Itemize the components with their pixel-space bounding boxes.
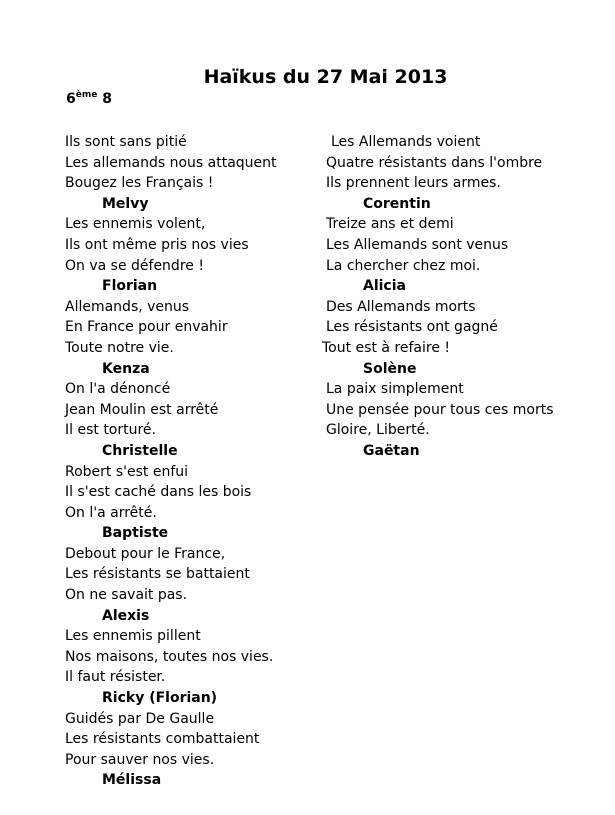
haiku-line: Il est torturé.: [65, 422, 156, 439]
left-haiku-column: [65, 132, 277, 791]
haiku-author: Baptiste: [102, 525, 169, 542]
haiku-author: Corentin: [363, 195, 431, 212]
right-haiku-column: [322, 132, 554, 462]
haiku-line: La paix simplement: [326, 381, 464, 398]
haiku-line: Jean Moulin est arrêté: [65, 401, 219, 418]
haiku-line: On l'a dénoncé: [65, 381, 171, 398]
haiku-line: Pour sauver nos vies.: [65, 751, 215, 768]
haiku-line: Allemands, venus: [65, 298, 190, 315]
haiku-line: Des Allemands morts: [326, 298, 476, 315]
haiku-line: On l'a arrêté.: [65, 504, 157, 521]
haiku-line: Bougez les Français !: [65, 175, 214, 192]
haiku-line: La chercher chez moi.: [326, 257, 481, 274]
haiku-author: Ricky (Florian): [102, 690, 218, 707]
class-label: [66, 90, 112, 107]
haiku-author: Christelle: [102, 442, 178, 459]
class-number: 6: [66, 91, 76, 107]
haiku-line: Les ennemis pillent: [65, 628, 201, 645]
class-superscript: ème: [75, 90, 98, 100]
haiku-line: Gloire, Liberté.: [326, 422, 430, 439]
haiku-line: On va se défendre !: [65, 257, 204, 274]
document-title: Haïkus du 27 Mai 2013: [203, 66, 448, 88]
haiku-line: Ils prennent leurs armes.: [326, 175, 501, 192]
haiku-line: Les allemands nous attaquent: [65, 154, 277, 171]
haiku-line: Une pensée pour tous ces morts: [326, 401, 554, 418]
haiku-author: Mélissa: [102, 772, 162, 789]
haiku-line: Toute notre vie.: [65, 339, 174, 356]
haiku-line: Debout pour le France,: [65, 545, 226, 562]
haiku-line: Il faut résister.: [65, 669, 166, 686]
haiku-line: En France pour envahir: [65, 319, 228, 336]
haiku-line: Il s'est caché dans les bois: [65, 484, 252, 501]
class-suffix: 8: [102, 91, 112, 107]
haiku-line: Les résistants combattaient: [65, 731, 260, 748]
haiku-author: Alexis: [102, 607, 150, 624]
haiku-line: Les ennemis volent,: [65, 216, 206, 233]
haiku-author: Solène: [363, 360, 417, 377]
haiku-author: Kenza: [102, 360, 150, 377]
haiku-author: Gaëtan: [363, 442, 420, 459]
haiku-line: Nos maisons, toutes nos vies.: [65, 648, 274, 665]
haiku-line: Les Allemands sont venus: [326, 236, 509, 253]
haiku-author: Melvy: [102, 195, 149, 212]
haiku-line: Ils sont sans pitié: [65, 134, 187, 150]
haiku-line: Les Allemands voient: [331, 134, 481, 150]
haiku-line: Quatre résistants dans l'ombre: [326, 154, 543, 171]
haiku-line: Les résistants ont gagné: [326, 319, 498, 336]
haiku-line: Treize ans et demi: [326, 216, 454, 233]
haiku-author: Florian: [102, 278, 158, 295]
haiku-author: Alicia: [363, 278, 406, 295]
haiku-line: On ne savait pas.: [65, 587, 188, 604]
haiku-line: Les résistants se battaient: [65, 566, 250, 583]
haiku-line: Robert s'est enfui: [65, 463, 189, 480]
haiku-line: Tout est à refaire !: [322, 339, 451, 356]
haiku-line: Ils ont même pris nos vies: [65, 236, 249, 253]
haiku-line: Guidés par De Gaulle: [65, 710, 215, 727]
